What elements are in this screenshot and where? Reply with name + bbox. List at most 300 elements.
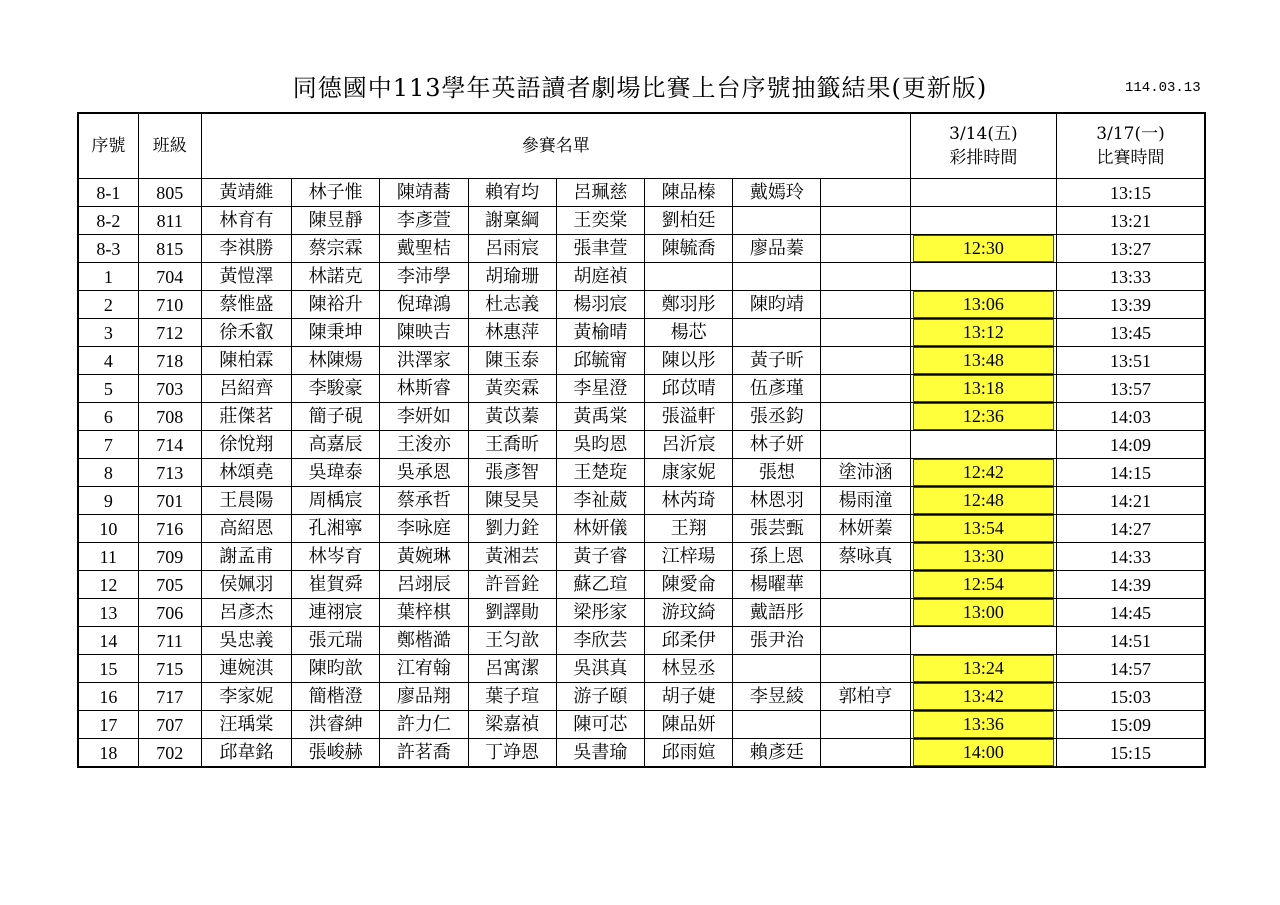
contest-time: 13:39	[1057, 291, 1205, 319]
participant-name	[644, 263, 732, 291]
participant-name: 呂紹齊	[201, 375, 291, 403]
participant-name: 簡楷澄	[292, 683, 380, 711]
participant-name: 黃苡蓁	[468, 403, 556, 431]
contest-time: 14:45	[1057, 599, 1205, 627]
participant-name: 李妍如	[380, 403, 468, 431]
participant-name: 陳秉坤	[292, 319, 380, 347]
seq-cell: 1	[78, 263, 138, 291]
participant-name: 陳昀靖	[733, 291, 821, 319]
participant-name: 劉柏廷	[644, 207, 732, 235]
participant-name: 戴聖桔	[380, 235, 468, 263]
participant-name: 王晨陽	[201, 487, 291, 515]
class-cell: 702	[138, 739, 201, 768]
seq-cell: 12	[78, 571, 138, 599]
participant-name: 江梓瑒	[644, 543, 732, 571]
participant-name: 張尹治	[733, 627, 821, 655]
rehearsal-time: 13:18	[913, 375, 1054, 402]
participant-name: 李咏庭	[380, 515, 468, 543]
class-cell: 705	[138, 571, 201, 599]
rehearsal-cell	[910, 459, 1056, 487]
participant-name: 陳映吉	[380, 319, 468, 347]
participant-name: 楊雨潼	[821, 487, 910, 515]
participant-name: 游玟綺	[644, 599, 732, 627]
participant-name: 林昱丞	[644, 655, 732, 683]
seq-cell: 13	[78, 599, 138, 627]
participant-name: 李駿豪	[292, 375, 380, 403]
participant-name: 梁嘉禎	[468, 711, 556, 739]
participant-name: 黃子睿	[556, 543, 644, 571]
participant-name	[821, 655, 910, 683]
participant-name: 廖品蓁	[733, 235, 821, 263]
participant-name: 呂雨宸	[468, 235, 556, 263]
participant-name: 許力仁	[380, 711, 468, 739]
rehearsal-cell	[910, 655, 1056, 683]
rehearsal-time: 12:36	[913, 403, 1054, 430]
participant-name: 杜志義	[468, 291, 556, 319]
participant-name: 連祤宸	[292, 599, 380, 627]
rehearsal-time: 13:48	[913, 347, 1054, 374]
participant-name	[821, 431, 910, 459]
participant-name: 丁竫恩	[468, 739, 556, 768]
participant-name: 陳以彤	[644, 347, 732, 375]
participant-name: 李彥萱	[380, 207, 468, 235]
participant-name: 林諾克	[292, 263, 380, 291]
rehearsal-cell	[910, 263, 1056, 291]
participant-name: 蔡惟盛	[201, 291, 291, 319]
participant-name: 張彥智	[468, 459, 556, 487]
table-row	[78, 207, 1205, 235]
rehearsal-cell	[910, 571, 1056, 599]
rehearsal-time: 14:00	[913, 739, 1054, 766]
participant-name: 孔湘寧	[292, 515, 380, 543]
participant-name: 高紹恩	[201, 515, 291, 543]
header-contest-label: 比賽時間	[1096, 148, 1165, 168]
header-seq: 序號	[78, 113, 138, 179]
contest-time: 15:09	[1057, 711, 1205, 739]
participant-name: 胡瑜珊	[468, 263, 556, 291]
header-rehearsal	[910, 113, 1056, 179]
seq-cell: 2	[78, 291, 138, 319]
class-cell: 704	[138, 263, 201, 291]
participant-name: 吳書瑜	[556, 739, 644, 768]
rehearsal-cell	[910, 179, 1056, 207]
participant-name: 賴彥廷	[733, 739, 821, 768]
participant-name	[821, 711, 910, 739]
participant-name: 王浚亦	[380, 431, 468, 459]
participant-name	[821, 347, 910, 375]
class-cell: 717	[138, 683, 201, 711]
table-row	[78, 739, 1205, 768]
participant-name: 黃婉琳	[380, 543, 468, 571]
class-cell: 708	[138, 403, 201, 431]
table-row	[78, 375, 1205, 403]
contest-time: 14:03	[1057, 403, 1205, 431]
participant-name: 李祉葳	[556, 487, 644, 515]
table-row	[78, 711, 1205, 739]
participant-name	[821, 627, 910, 655]
participant-name: 張峻赫	[292, 739, 380, 768]
table-row	[78, 291, 1205, 319]
header-roster: 參賽名單	[201, 113, 910, 179]
participant-name: 張聿萱	[556, 235, 644, 263]
participant-name: 張元瑞	[292, 627, 380, 655]
participant-name: 呂翊辰	[380, 571, 468, 599]
rehearsal-cell	[910, 515, 1056, 543]
participant-name	[733, 263, 821, 291]
contest-time: 14:21	[1057, 487, 1205, 515]
participant-name: 林斯睿	[380, 375, 468, 403]
participant-name: 邱毓甯	[556, 347, 644, 375]
header-contest	[1057, 113, 1205, 179]
table-row	[78, 459, 1205, 487]
participant-name: 呂寓潔	[468, 655, 556, 683]
seq-cell: 18	[78, 739, 138, 768]
contest-time: 13:15	[1057, 179, 1205, 207]
participant-name: 林頌堯	[201, 459, 291, 487]
contest-time: 14:27	[1057, 515, 1205, 543]
participant-name	[821, 263, 910, 291]
seq-cell: 17	[78, 711, 138, 739]
document-date: 114.03.13	[1125, 80, 1201, 96]
participant-name: 葉子瑄	[468, 683, 556, 711]
participant-name: 黃子昕	[733, 347, 821, 375]
participant-name: 葉梓棋	[380, 599, 468, 627]
participant-name: 王奕棠	[556, 207, 644, 235]
rehearsal-cell	[910, 543, 1056, 571]
participant-name: 李欣芸	[556, 627, 644, 655]
rehearsal-time: 12:48	[913, 487, 1054, 514]
participant-name	[821, 739, 910, 768]
contest-time: 14:33	[1057, 543, 1205, 571]
seq-cell: 10	[78, 515, 138, 543]
seq-cell: 14	[78, 627, 138, 655]
participant-name: 徐禾叡	[201, 319, 291, 347]
participant-name: 林陳煬	[292, 347, 380, 375]
table-row	[78, 515, 1205, 543]
table-row	[78, 319, 1205, 347]
rehearsal-time: 13:06	[913, 291, 1054, 318]
contest-time: 14:09	[1057, 431, 1205, 459]
rehearsal-time: 12:42	[913, 459, 1054, 486]
participant-name: 蔡咏真	[821, 543, 910, 571]
participant-name: 陳愛侖	[644, 571, 732, 599]
contest-time: 15:15	[1057, 739, 1205, 768]
participant-name: 黃靖維	[201, 179, 291, 207]
participant-name: 許晉銓	[468, 571, 556, 599]
participant-name: 許茗喬	[380, 739, 468, 768]
class-cell: 715	[138, 655, 201, 683]
rehearsal-cell	[910, 599, 1056, 627]
participant-name: 黃榆晴	[556, 319, 644, 347]
participant-name: 林岑育	[292, 543, 380, 571]
participant-name	[821, 179, 910, 207]
participant-name: 邱柔伊	[644, 627, 732, 655]
class-cell: 718	[138, 347, 201, 375]
participant-name: 黃湘芸	[468, 543, 556, 571]
seq-cell: 5	[78, 375, 138, 403]
participant-name	[733, 207, 821, 235]
participant-name: 郭柏亨	[821, 683, 910, 711]
participant-name: 胡庭禎	[556, 263, 644, 291]
participant-name: 吳淇真	[556, 655, 644, 683]
seq-cell: 8-2	[78, 207, 138, 235]
participant-name: 崔賀舜	[292, 571, 380, 599]
rehearsal-time: 13:00	[913, 599, 1054, 626]
table-row	[78, 235, 1205, 263]
participant-name: 蔡宗霖	[292, 235, 380, 263]
participant-name	[733, 319, 821, 347]
participant-name: 連婉淇	[201, 655, 291, 683]
rehearsal-cell	[910, 347, 1056, 375]
participant-name: 林妍儀	[556, 515, 644, 543]
table-row	[78, 571, 1205, 599]
rehearsal-time: 13:54	[913, 515, 1054, 542]
header-row	[78, 113, 1205, 179]
class-cell: 711	[138, 627, 201, 655]
class-cell: 811	[138, 207, 201, 235]
participant-name: 林妍蓁	[821, 515, 910, 543]
participant-name: 楊曜華	[733, 571, 821, 599]
participant-name	[821, 235, 910, 263]
participant-name: 王喬昕	[468, 431, 556, 459]
participant-name: 張丞鈞	[733, 403, 821, 431]
table-row	[78, 179, 1205, 207]
participant-name: 林子妍	[733, 431, 821, 459]
class-cell: 713	[138, 459, 201, 487]
participant-name: 李沛學	[380, 263, 468, 291]
participant-name: 陳可芯	[556, 711, 644, 739]
contest-time: 14:57	[1057, 655, 1205, 683]
participant-name: 蘇乙瑄	[556, 571, 644, 599]
class-cell: 712	[138, 319, 201, 347]
participant-name: 莊傑茗	[201, 403, 291, 431]
contest-time: 13:21	[1057, 207, 1205, 235]
seq-cell: 6	[78, 403, 138, 431]
class-cell: 703	[138, 375, 201, 403]
contest-time: 13:45	[1057, 319, 1205, 347]
class-cell: 815	[138, 235, 201, 263]
seq-cell: 16	[78, 683, 138, 711]
class-cell: 710	[138, 291, 201, 319]
participant-name	[733, 655, 821, 683]
contest-time: 13:27	[1057, 235, 1205, 263]
contest-time: 13:51	[1057, 347, 1205, 375]
participant-name: 黃愷澤	[201, 263, 291, 291]
participant-name: 江宥翰	[380, 655, 468, 683]
rehearsal-cell	[910, 375, 1056, 403]
participant-name: 呂珮慈	[556, 179, 644, 207]
participant-name: 劉力銓	[468, 515, 556, 543]
participant-name: 邱苡晴	[644, 375, 732, 403]
participant-name: 胡子婕	[644, 683, 732, 711]
participant-name: 王楚琁	[556, 459, 644, 487]
class-cell: 714	[138, 431, 201, 459]
participant-name	[821, 599, 910, 627]
participant-name: 王翔	[644, 515, 732, 543]
participant-name: 倪瑋鴻	[380, 291, 468, 319]
participant-name: 李祺勝	[201, 235, 291, 263]
header-rehearsal-date: 3/14(五)	[949, 124, 1018, 144]
seq-cell: 7	[78, 431, 138, 459]
header-class: 班級	[138, 113, 201, 179]
seq-cell: 8-3	[78, 235, 138, 263]
participant-name: 陳品榛	[644, 179, 732, 207]
table-row	[78, 347, 1205, 375]
participant-name: 賴宥均	[468, 179, 556, 207]
participant-name: 吳瑋泰	[292, 459, 380, 487]
participant-name: 廖品翔	[380, 683, 468, 711]
rehearsal-cell	[910, 627, 1056, 655]
rehearsal-time: 13:12	[913, 319, 1054, 346]
participant-name: 鄭楷澔	[380, 627, 468, 655]
table-row	[78, 683, 1205, 711]
rehearsal-cell	[910, 403, 1056, 431]
participant-name: 梁彤家	[556, 599, 644, 627]
participant-name: 謝孟甫	[201, 543, 291, 571]
table-row	[78, 543, 1205, 571]
participant-name	[821, 207, 910, 235]
contest-time: 13:33	[1057, 263, 1205, 291]
seq-cell: 4	[78, 347, 138, 375]
participant-name: 鄭羽彤	[644, 291, 732, 319]
participant-name: 林育有	[201, 207, 291, 235]
participant-name: 呂沂宸	[644, 431, 732, 459]
rehearsal-time: 13:24	[913, 655, 1054, 682]
participant-name: 林芮琦	[644, 487, 732, 515]
rehearsal-cell	[910, 683, 1056, 711]
rehearsal-cell	[910, 487, 1056, 515]
header-contest-date: 3/17(一)	[1096, 124, 1165, 144]
contest-time: 15:03	[1057, 683, 1205, 711]
table-row	[78, 431, 1205, 459]
participant-name: 林恩羽	[733, 487, 821, 515]
participant-name: 陳玉泰	[468, 347, 556, 375]
seq-cell: 11	[78, 543, 138, 571]
participant-name: 陳靖蕎	[380, 179, 468, 207]
seq-cell: 9	[78, 487, 138, 515]
rehearsal-time: 12:30	[913, 235, 1054, 262]
rehearsal-cell	[910, 319, 1056, 347]
rehearsal-time: 13:30	[913, 543, 1054, 570]
participant-name: 游子頤	[556, 683, 644, 711]
rehearsal-time: 13:42	[913, 683, 1054, 710]
seq-cell: 8-1	[78, 179, 138, 207]
participant-name: 戴語彤	[733, 599, 821, 627]
participant-name: 李星澄	[556, 375, 644, 403]
participant-name: 劉譯勛	[468, 599, 556, 627]
class-cell: 707	[138, 711, 201, 739]
seq-cell: 8	[78, 459, 138, 487]
contest-time: 14:51	[1057, 627, 1205, 655]
contest-time: 14:39	[1057, 571, 1205, 599]
contest-time: 14:15	[1057, 459, 1205, 487]
participant-name: 張溢軒	[644, 403, 732, 431]
table-row	[78, 627, 1205, 655]
participant-name	[821, 319, 910, 347]
rehearsal-cell	[910, 291, 1056, 319]
header-rehearsal-label: 彩排時間	[949, 148, 1018, 168]
seq-cell: 3	[78, 319, 138, 347]
participant-name: 洪睿紳	[292, 711, 380, 739]
participant-name: 黃奕霖	[468, 375, 556, 403]
participant-name: 吳忠義	[201, 627, 291, 655]
participant-name: 洪澤家	[380, 347, 468, 375]
table-row	[78, 263, 1205, 291]
participant-name: 楊羽宸	[556, 291, 644, 319]
participant-name: 吳昀恩	[556, 431, 644, 459]
participant-name: 陳昀歆	[292, 655, 380, 683]
schedule-table	[77, 112, 1206, 768]
participant-name	[821, 571, 910, 599]
rehearsal-cell	[910, 711, 1056, 739]
rehearsal-time: 13:36	[913, 711, 1054, 738]
participant-name: 戴嫣玲	[733, 179, 821, 207]
participant-name: 陳品妍	[644, 711, 732, 739]
participant-name: 邱韋銘	[201, 739, 291, 768]
participant-name	[821, 291, 910, 319]
participant-name: 張芸甄	[733, 515, 821, 543]
rehearsal-time: 12:54	[913, 571, 1054, 598]
class-cell: 716	[138, 515, 201, 543]
class-cell: 805	[138, 179, 201, 207]
class-cell: 701	[138, 487, 201, 515]
participant-name: 林子惟	[292, 179, 380, 207]
participant-name: 蔡承哲	[380, 487, 468, 515]
participant-name: 王匀歆	[468, 627, 556, 655]
participant-name: 康家妮	[644, 459, 732, 487]
participant-name	[733, 711, 821, 739]
participant-name: 徐悅翔	[201, 431, 291, 459]
participant-name: 陳柏霖	[201, 347, 291, 375]
participant-name: 陳昱靜	[292, 207, 380, 235]
participant-name: 林惠萍	[468, 319, 556, 347]
participant-name: 張想	[733, 459, 821, 487]
participant-name: 高嘉辰	[292, 431, 380, 459]
class-cell: 706	[138, 599, 201, 627]
rehearsal-cell	[910, 739, 1056, 768]
contest-time: 13:57	[1057, 375, 1205, 403]
seq-cell: 15	[78, 655, 138, 683]
participant-name: 呂彥杰	[201, 599, 291, 627]
participant-name: 李昱綾	[733, 683, 821, 711]
participant-name: 伍彥瑾	[733, 375, 821, 403]
participant-name: 李家妮	[201, 683, 291, 711]
table-row	[78, 599, 1205, 627]
participant-name: 黃禹棠	[556, 403, 644, 431]
participant-name: 陳旻昊	[468, 487, 556, 515]
rehearsal-cell	[910, 235, 1056, 263]
participant-name: 侯姵羽	[201, 571, 291, 599]
page-title: 同德國中113學年英語讀者劇場比賽上台序號抽籤結果(更新版)	[292, 74, 988, 102]
table-row	[78, 655, 1205, 683]
participant-name: 簡子硯	[292, 403, 380, 431]
participant-name: 孫上恩	[733, 543, 821, 571]
participant-name: 邱雨媗	[644, 739, 732, 768]
class-cell: 709	[138, 543, 201, 571]
table-row	[78, 403, 1205, 431]
rehearsal-cell	[910, 431, 1056, 459]
participant-name: 吳承恩	[380, 459, 468, 487]
participant-name	[821, 403, 910, 431]
participant-name: 楊芯	[644, 319, 732, 347]
participant-name	[821, 375, 910, 403]
table-row	[78, 487, 1205, 515]
participant-name: 謝稟綱	[468, 207, 556, 235]
participant-name: 塗沛涵	[821, 459, 910, 487]
participant-name: 汪瑀棠	[201, 711, 291, 739]
participant-name: 陳毓喬	[644, 235, 732, 263]
rehearsal-cell	[910, 207, 1056, 235]
